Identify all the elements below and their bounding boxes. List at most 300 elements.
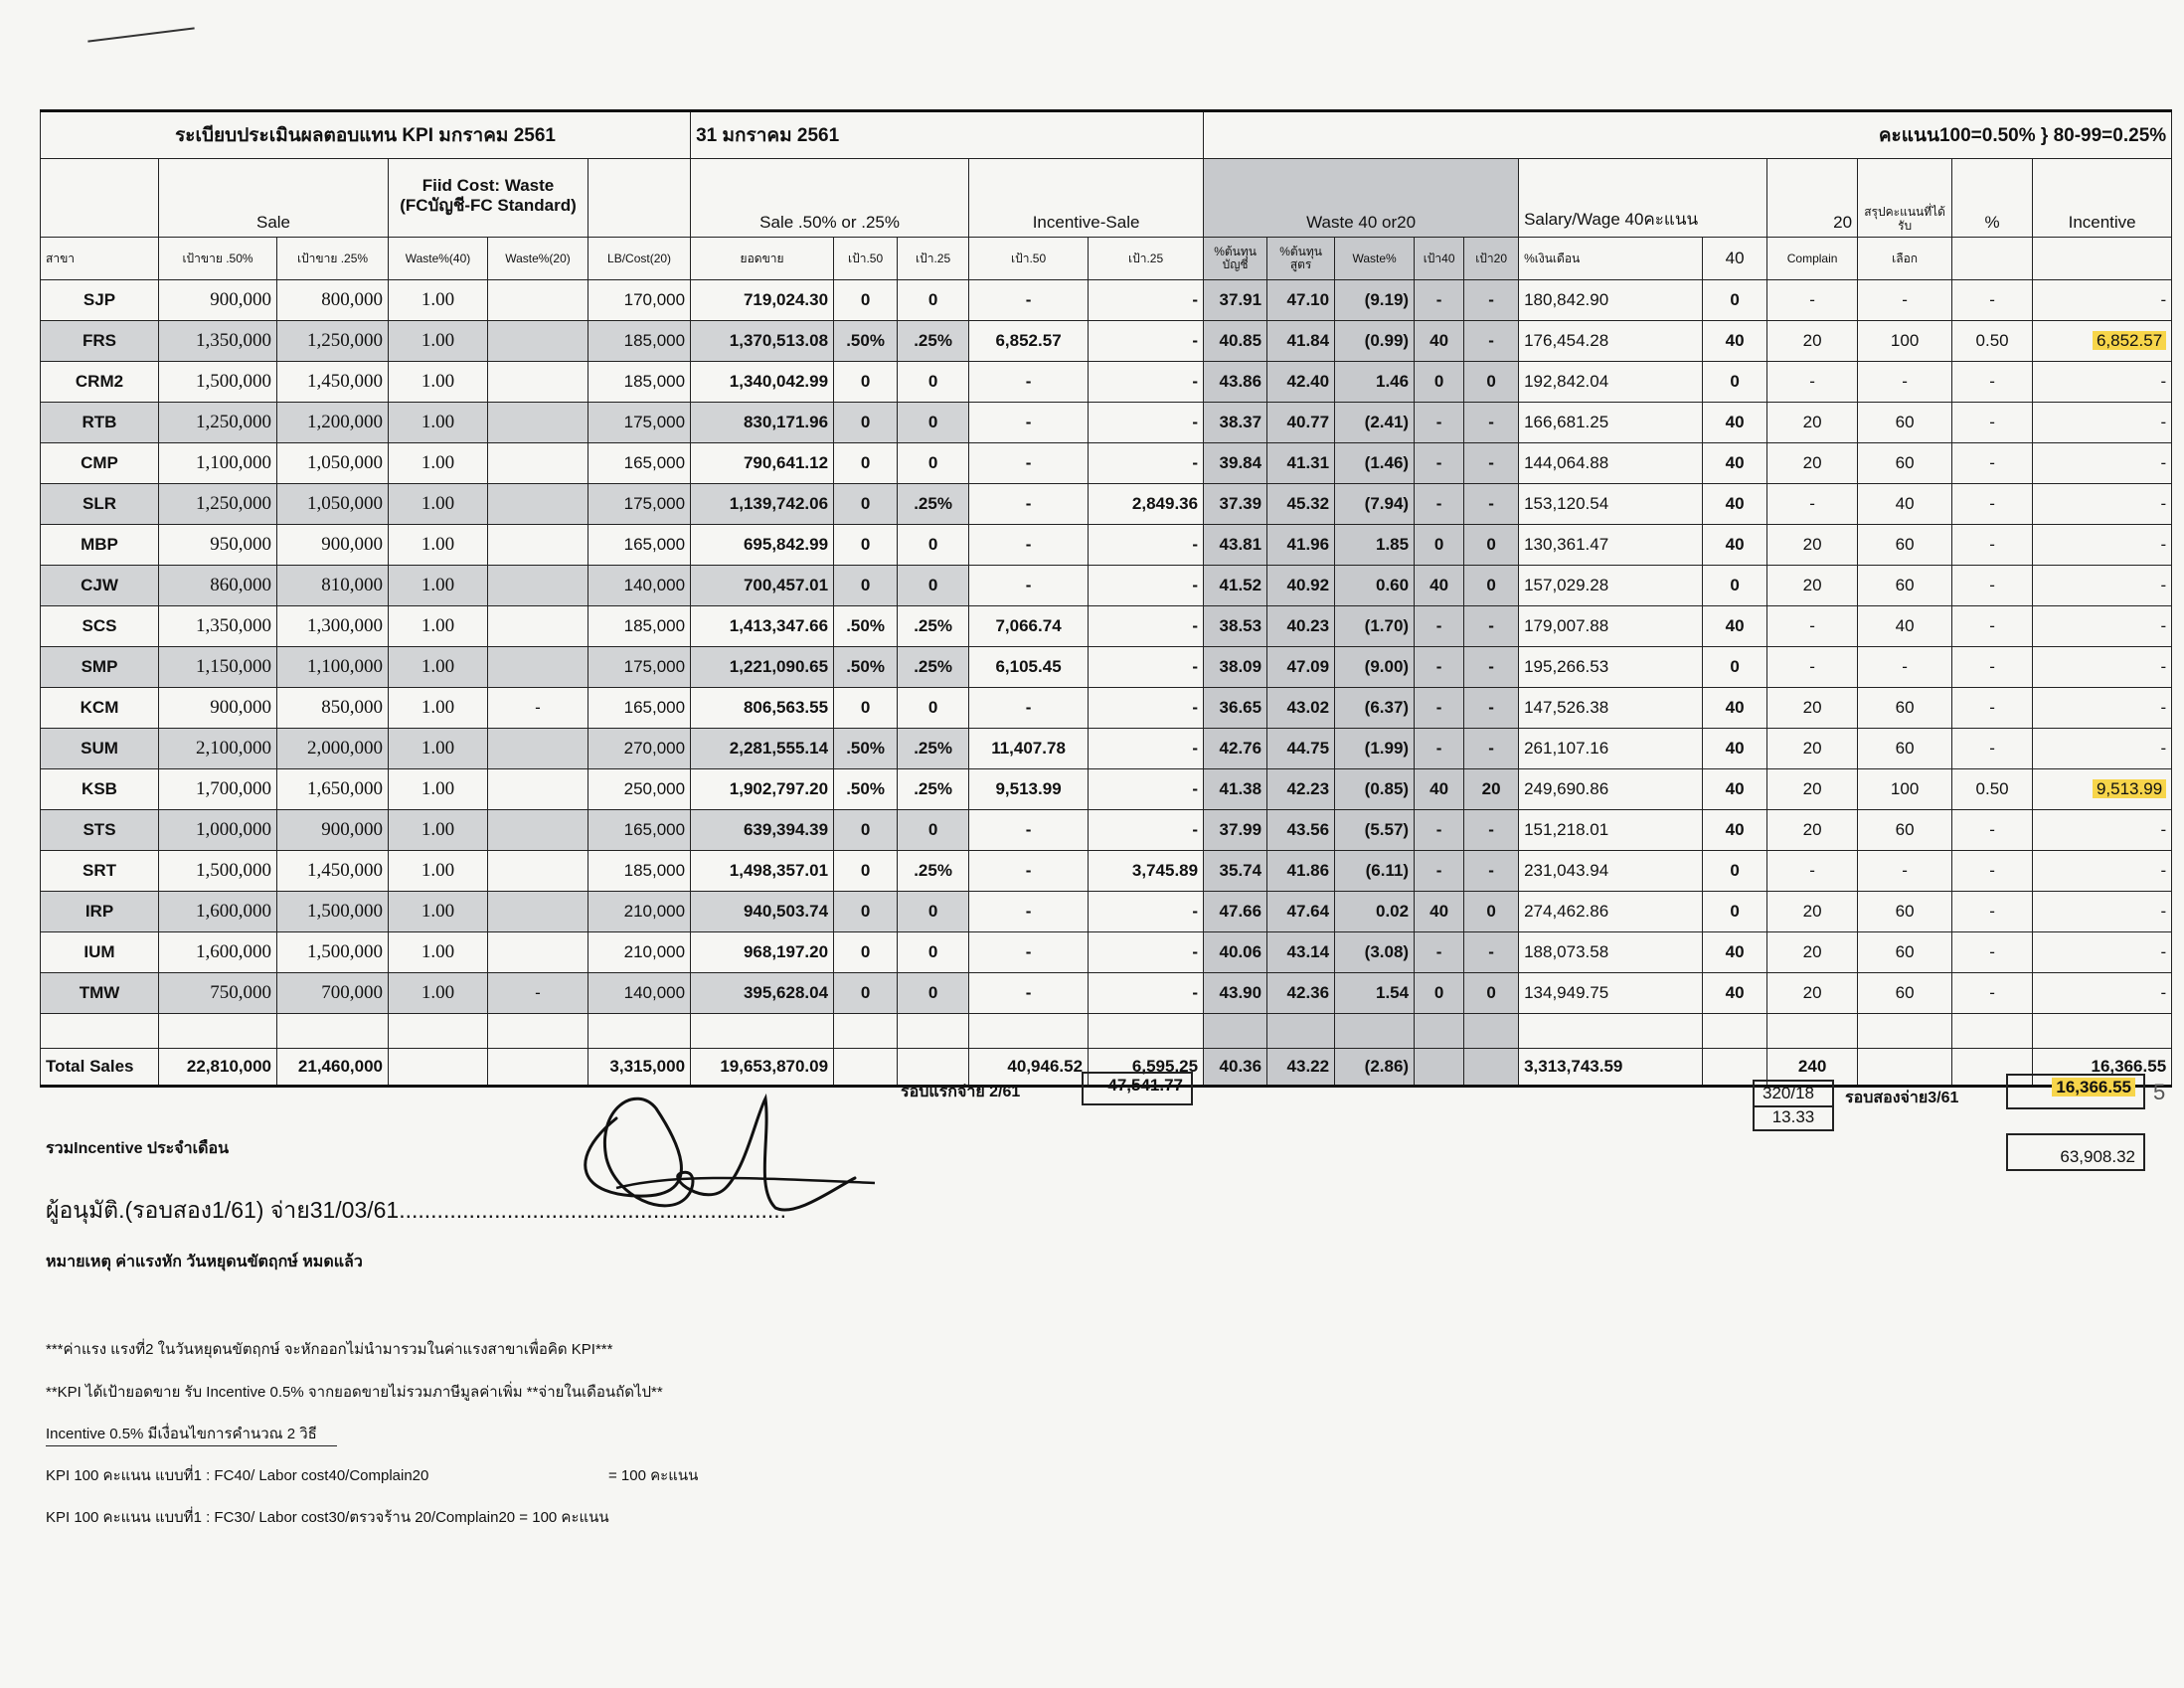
cell-inc: - bbox=[2033, 403, 2172, 443]
cell-pct: - bbox=[1952, 932, 2033, 973]
col-inc25: เป้า.25 bbox=[1089, 238, 1204, 280]
cell-w40: 1.00 bbox=[389, 606, 488, 647]
cell-cb: 43.86 bbox=[1204, 362, 1267, 403]
summary-score-header: สรุปคะแนนที่ได้รับ bbox=[1858, 159, 1952, 238]
cell-w20 bbox=[488, 810, 588, 851]
cell-i25: - bbox=[1089, 932, 1204, 973]
cell-lb: 165,000 bbox=[588, 810, 691, 851]
col-waste-pct: Waste% bbox=[1335, 238, 1415, 280]
cell-w20 bbox=[488, 892, 588, 932]
cell-c: 20 bbox=[1767, 769, 1858, 810]
score-rule: คะแนน100=0.50% } 80-99=0.25% bbox=[1204, 111, 2172, 159]
cell-p40: 40 bbox=[1415, 321, 1464, 362]
col-waste40: Waste%(40) bbox=[389, 238, 488, 280]
cell-sales: 1,340,042.99 bbox=[691, 362, 834, 403]
monthly-incentive-label: รวมIncentive ประจำเดือน bbox=[46, 1140, 230, 1157]
cell-w40: 1.00 bbox=[389, 443, 488, 484]
cell-s40: 0 bbox=[1703, 851, 1767, 892]
cell-pct: 0.50 bbox=[1952, 321, 2033, 362]
cell-cb: 40.06 bbox=[1204, 932, 1267, 973]
salary-group-header: Salary/Wage 40คะแนน bbox=[1519, 159, 1767, 238]
cell-t25: 1,450,000 bbox=[277, 851, 389, 892]
cell-sal: 144,064.88 bbox=[1519, 443, 1703, 484]
cell-c: - bbox=[1767, 647, 1858, 688]
cell-sales: 830,171.96 bbox=[691, 403, 834, 443]
cell-c: 20 bbox=[1767, 525, 1858, 566]
cell-w20: - bbox=[488, 688, 588, 729]
second-round-box bbox=[2006, 1074, 2145, 1109]
cell-wp: (6.37) bbox=[1335, 688, 1415, 729]
cell-inc: - bbox=[2033, 606, 2172, 647]
col-select: เลือก bbox=[1858, 238, 1952, 280]
cell-i25: - bbox=[1089, 688, 1204, 729]
cell-w20 bbox=[488, 851, 588, 892]
cell-t50: 1,000,000 bbox=[159, 810, 277, 851]
cell-sales: 2,281,555.14 bbox=[691, 729, 834, 769]
cell-i25: 2,849.36 bbox=[1089, 484, 1204, 525]
cell-cb: 38.37 bbox=[1204, 403, 1267, 443]
note-4-equals: = 100 คะแนน bbox=[608, 1467, 699, 1484]
cell-g50: .50% bbox=[834, 647, 898, 688]
cell-lb: 185,000 bbox=[588, 321, 691, 362]
cell-cf: 40.23 bbox=[1267, 606, 1335, 647]
cell-cb: 37.99 bbox=[1204, 810, 1267, 851]
cell-sum: 60 bbox=[1858, 566, 1952, 606]
cell-p40: 40 bbox=[1415, 892, 1464, 932]
cell-i50: - bbox=[969, 362, 1089, 403]
cell-g50: 0 bbox=[834, 810, 898, 851]
margin-mark: 5 bbox=[2153, 1080, 2166, 1104]
cell-g25: .25% bbox=[898, 606, 969, 647]
cell-w20: - bbox=[488, 973, 588, 1014]
cell-cb: 41.38 bbox=[1204, 769, 1267, 810]
cell-p40: - bbox=[1415, 810, 1464, 851]
cell-g50: 0 bbox=[834, 688, 898, 729]
note-2: **KPI ได้เป้ายอดขาย รับ Incentive 0.5% จากยอดขายไม่รวมภาษีมูลค่าเพิ่ม **จ่ายในเดือนถัดไป** bbox=[46, 1384, 663, 1401]
total-salary: 3,313,743.59 bbox=[1519, 1049, 1703, 1087]
cell-g25: 0 bbox=[898, 892, 969, 932]
cell-lb: 185,000 bbox=[588, 362, 691, 403]
cell-c: 20 bbox=[1767, 810, 1858, 851]
cell-t25: 850,000 bbox=[277, 688, 389, 729]
remark: หมายเหตุ ค่าแรงหัก วันหยุดนขัตฤกษ์ หมดแล้ว bbox=[46, 1254, 363, 1270]
cell-g25: .25% bbox=[898, 321, 969, 362]
cell-i50: 11,407.78 bbox=[969, 729, 1089, 769]
cell-s40: 40 bbox=[1703, 688, 1767, 729]
cell-branch: SCS bbox=[41, 606, 159, 647]
cell-i50: - bbox=[969, 688, 1089, 729]
cell-sum: 100 bbox=[1858, 769, 1952, 810]
cell-cb: 40.85 bbox=[1204, 321, 1267, 362]
col-target50: เป้าขาย .50% bbox=[159, 238, 277, 280]
cell-t25: 1,500,000 bbox=[277, 932, 389, 973]
cell-pct: - bbox=[1952, 647, 2033, 688]
col-cost-book: %ต้นทุนบัญชี bbox=[1204, 238, 1267, 280]
total-cost-book: 40.36 bbox=[1204, 1049, 1267, 1087]
cell-s40: 0 bbox=[1703, 892, 1767, 932]
cell-wp: 1.54 bbox=[1335, 973, 1415, 1014]
cell-sum: 60 bbox=[1858, 932, 1952, 973]
cell-inc bbox=[2033, 321, 2172, 362]
first-round-value: 47,541.77 bbox=[1082, 1072, 1193, 1105]
cell-sum: 40 bbox=[1858, 606, 1952, 647]
cell-lb: 170,000 bbox=[588, 280, 691, 321]
cell-g50: 0 bbox=[834, 443, 898, 484]
cell-p40: - bbox=[1415, 280, 1464, 321]
cell-g25: 0 bbox=[898, 973, 969, 1014]
cell-sum: 60 bbox=[1858, 688, 1952, 729]
cell-pct: 0.50 bbox=[1952, 769, 2033, 810]
cell-inc: - bbox=[2033, 810, 2172, 851]
cell-lb: 175,000 bbox=[588, 484, 691, 525]
cell-p40: 40 bbox=[1415, 566, 1464, 606]
cell-sales: 1,413,347.66 bbox=[691, 606, 834, 647]
cell-sal: 147,526.38 bbox=[1519, 688, 1703, 729]
cell-sum: 60 bbox=[1858, 810, 1952, 851]
cell-t25: 900,000 bbox=[277, 810, 389, 851]
cell-p20: - bbox=[1464, 606, 1519, 647]
col-cost-formula: %ต้นทุนสูตร bbox=[1267, 238, 1335, 280]
cell-g25: 0 bbox=[898, 280, 969, 321]
highlighted-incentive: 9,513.99 bbox=[2093, 779, 2166, 798]
cell-t50: 1,250,000 bbox=[159, 484, 277, 525]
cell-i25: - bbox=[1089, 729, 1204, 769]
cell-sal: 231,043.94 bbox=[1519, 851, 1703, 892]
cell-w40: 1.00 bbox=[389, 892, 488, 932]
total-incentive: 16,366.55 bbox=[2033, 1049, 2172, 1087]
cell-branch: IRP bbox=[41, 892, 159, 932]
table-row bbox=[41, 729, 2172, 769]
cell-i25: - bbox=[1089, 769, 1204, 810]
cell-cf: 41.96 bbox=[1267, 525, 1335, 566]
cell-w20 bbox=[488, 321, 588, 362]
cell-t25: 700,000 bbox=[277, 973, 389, 1014]
cell-p20: - bbox=[1464, 484, 1519, 525]
cell-t50: 1,150,000 bbox=[159, 647, 277, 688]
cell-wp: (3.08) bbox=[1335, 932, 1415, 973]
cell-w40: 1.00 bbox=[389, 362, 488, 403]
cell-w20 bbox=[488, 729, 588, 769]
cell-t50: 1,600,000 bbox=[159, 932, 277, 973]
cell-pct: - bbox=[1952, 810, 2033, 851]
food-cost-label-1: Fiid Cost: Waste bbox=[421, 176, 555, 195]
cell-p20: - bbox=[1464, 443, 1519, 484]
cell-p40: - bbox=[1415, 932, 1464, 973]
food-cost-label-2: (FCบัญชี-FC Standard) bbox=[400, 196, 577, 215]
cell-w20 bbox=[488, 362, 588, 403]
cell-sales: 968,197.20 bbox=[691, 932, 834, 973]
cell-s40: 40 bbox=[1703, 443, 1767, 484]
cell-wp: 1.46 bbox=[1335, 362, 1415, 403]
cell-branch: CJW bbox=[41, 566, 159, 606]
cell-i25: - bbox=[1089, 280, 1204, 321]
cell-sal: 188,073.58 bbox=[1519, 932, 1703, 973]
cell-i25: - bbox=[1089, 403, 1204, 443]
cell-s40: 0 bbox=[1703, 362, 1767, 403]
cell-g25: .25% bbox=[898, 729, 969, 769]
cell-branch: RTB bbox=[41, 403, 159, 443]
cell-wp: (1.99) bbox=[1335, 729, 1415, 769]
cell-t50: 1,350,000 bbox=[159, 321, 277, 362]
cell-sum: 60 bbox=[1858, 403, 1952, 443]
cell-i25: - bbox=[1089, 810, 1204, 851]
cell-lb: 165,000 bbox=[588, 688, 691, 729]
cell-inc: - bbox=[2033, 729, 2172, 769]
cell-g50: 0 bbox=[834, 403, 898, 443]
cell-sal: 134,949.75 bbox=[1519, 973, 1703, 1014]
cell-lb: 175,000 bbox=[588, 647, 691, 688]
cell-sales: 639,394.39 bbox=[691, 810, 834, 851]
cell-i50: - bbox=[969, 443, 1089, 484]
cell-wp: (1.46) bbox=[1335, 443, 1415, 484]
table-row bbox=[41, 892, 2172, 932]
total-cost-formula: 43.22 bbox=[1267, 1049, 1335, 1087]
cell-sal: 153,120.54 bbox=[1519, 484, 1703, 525]
cell-w20 bbox=[488, 484, 588, 525]
cell-branch: KSB bbox=[41, 769, 159, 810]
cell-g50: 0 bbox=[834, 892, 898, 932]
cell-cb: 36.65 bbox=[1204, 688, 1267, 729]
cell-c: 20 bbox=[1767, 973, 1858, 1014]
note-1: ***ค่าแรง แรงที่2 ในวันหยุดนขัตฤกษ์ จะหักออกไม่นำมารวมในค่าแรงสาขาเพื่อคิด KPI*** bbox=[46, 1341, 613, 1358]
cell-lb: 140,000 bbox=[588, 973, 691, 1014]
cell-g25: 0 bbox=[898, 403, 969, 443]
cell-sal: 192,842.04 bbox=[1519, 362, 1703, 403]
cell-i25: - bbox=[1089, 647, 1204, 688]
cell-s40: 40 bbox=[1703, 606, 1767, 647]
table-row bbox=[41, 443, 2172, 484]
cell-lb: 250,000 bbox=[588, 769, 691, 810]
cell-p20: - bbox=[1464, 647, 1519, 688]
cell-wp: 0.02 bbox=[1335, 892, 1415, 932]
cell-wp: (0.99) bbox=[1335, 321, 1415, 362]
note-5: KPI 100 คะแนน แบบที่1 : FC30/ Labor cost30/ตรวจร้าน 20/Complain20 = 100 คะแนน bbox=[46, 1509, 609, 1526]
cell-pct: - bbox=[1952, 484, 2033, 525]
cell-s40: 40 bbox=[1703, 321, 1767, 362]
col-goal40: เป้า40 bbox=[1415, 238, 1464, 280]
cell-cf: 43.14 bbox=[1267, 932, 1335, 973]
cell-wp: (5.57) bbox=[1335, 810, 1415, 851]
cell-g50: 0 bbox=[834, 932, 898, 973]
cell-inc: - bbox=[2033, 566, 2172, 606]
cell-t50: 900,000 bbox=[159, 280, 277, 321]
cell-cf: 44.75 bbox=[1267, 729, 1335, 769]
cell-i50: 6,105.45 bbox=[969, 647, 1089, 688]
cell-sum: 100 bbox=[1858, 321, 1952, 362]
cell-cf: 41.31 bbox=[1267, 443, 1335, 484]
complain-score-header: 20 bbox=[1767, 159, 1858, 238]
report-date: 31 มกราคม 2561 bbox=[691, 111, 1204, 159]
cell-cb: 38.53 bbox=[1204, 606, 1267, 647]
cell-t50: 1,350,000 bbox=[159, 606, 277, 647]
cell-w40: 1.00 bbox=[389, 769, 488, 810]
cell-g50: .50% bbox=[834, 769, 898, 810]
cell-sum: 60 bbox=[1858, 892, 1952, 932]
cell-i50: - bbox=[969, 566, 1089, 606]
cell-p40: - bbox=[1415, 688, 1464, 729]
cell-g25: 0 bbox=[898, 688, 969, 729]
cell-w40: 1.00 bbox=[389, 647, 488, 688]
cell-wp: (0.85) bbox=[1335, 769, 1415, 810]
cell-branch: SUM bbox=[41, 729, 159, 769]
cell-c: 20 bbox=[1767, 892, 1858, 932]
cell-w40: 1.00 bbox=[389, 280, 488, 321]
cell-pct: - bbox=[1952, 606, 2033, 647]
cell-pct: - bbox=[1952, 525, 2033, 566]
cell-inc bbox=[2033, 769, 2172, 810]
cell-wp: (7.94) bbox=[1335, 484, 1415, 525]
cell-sales: 395,628.04 bbox=[691, 973, 834, 1014]
cell-t25: 1,300,000 bbox=[277, 606, 389, 647]
cell-i50: - bbox=[969, 403, 1089, 443]
cell-sum: - bbox=[1858, 647, 1952, 688]
cell-w20 bbox=[488, 525, 588, 566]
cell-g25: 0 bbox=[898, 362, 969, 403]
cell-w40: 1.00 bbox=[389, 688, 488, 729]
cell-w40: 1.00 bbox=[389, 729, 488, 769]
cell-pct: - bbox=[1952, 688, 2033, 729]
cell-t50: 2,100,000 bbox=[159, 729, 277, 769]
second-round-label: รอบสองจ่าย3/61 bbox=[1845, 1090, 1959, 1106]
cell-t50: 860,000 bbox=[159, 566, 277, 606]
cell-sales: 806,563.55 bbox=[691, 688, 834, 729]
cell-c: 20 bbox=[1767, 566, 1858, 606]
cell-i50: - bbox=[969, 280, 1089, 321]
cell-g50: 0 bbox=[834, 851, 898, 892]
cell-c: - bbox=[1767, 484, 1858, 525]
cell-p40: - bbox=[1415, 403, 1464, 443]
cell-s40: 40 bbox=[1703, 525, 1767, 566]
cell-w20 bbox=[488, 647, 588, 688]
lbcost-group-header bbox=[588, 159, 691, 238]
cell-p40: - bbox=[1415, 851, 1464, 892]
cell-pct: - bbox=[1952, 443, 2033, 484]
cell-cf: 43.02 bbox=[1267, 688, 1335, 729]
table-row bbox=[41, 647, 2172, 688]
cell-g50: 0 bbox=[834, 525, 898, 566]
cell-g50: 0 bbox=[834, 484, 898, 525]
cell-c: 20 bbox=[1767, 932, 1858, 973]
col-salary-pct: %เงินเดือน bbox=[1519, 238, 1703, 280]
cell-p40: 40 bbox=[1415, 769, 1464, 810]
cell-t25: 800,000 bbox=[277, 280, 389, 321]
cell-sum: 60 bbox=[1858, 525, 1952, 566]
cell-p20: - bbox=[1464, 851, 1519, 892]
cell-c: - bbox=[1767, 851, 1858, 892]
cell-cb: 42.76 bbox=[1204, 729, 1267, 769]
cell-i50: 6,852.57 bbox=[969, 321, 1089, 362]
cell-g25: 0 bbox=[898, 443, 969, 484]
cell-inc: - bbox=[2033, 280, 2172, 321]
cell-pct: - bbox=[1952, 362, 2033, 403]
cell-sum: 60 bbox=[1858, 729, 1952, 769]
cell-cf: 43.56 bbox=[1267, 810, 1335, 851]
cell-w20 bbox=[488, 443, 588, 484]
cell-cf: 40.77 bbox=[1267, 403, 1335, 443]
cell-g25: 0 bbox=[898, 525, 969, 566]
col-lbcost: LB/Cost(20) bbox=[588, 238, 691, 280]
cell-p20: 0 bbox=[1464, 973, 1519, 1014]
cell-wp: (9.00) bbox=[1335, 647, 1415, 688]
cell-i25: 3,745.89 bbox=[1089, 851, 1204, 892]
cell-p20: - bbox=[1464, 810, 1519, 851]
cell-cb: 43.81 bbox=[1204, 525, 1267, 566]
cell-w40: 1.00 bbox=[389, 525, 488, 566]
cell-p20: - bbox=[1464, 688, 1519, 729]
cell-pct: - bbox=[1952, 851, 2033, 892]
cell-t50: 1,500,000 bbox=[159, 851, 277, 892]
cell-w40: 1.00 bbox=[389, 810, 488, 851]
cell-c: 20 bbox=[1767, 688, 1858, 729]
cell-c: - bbox=[1767, 280, 1858, 321]
cell-g25: .25% bbox=[898, 484, 969, 525]
cell-p40: - bbox=[1415, 484, 1464, 525]
cell-w40: 1.00 bbox=[389, 321, 488, 362]
cell-p20: 20 bbox=[1464, 769, 1519, 810]
cell-sales: 700,457.01 bbox=[691, 566, 834, 606]
cell-sal: 130,361.47 bbox=[1519, 525, 1703, 566]
table-row bbox=[41, 810, 2172, 851]
cell-inc: - bbox=[2033, 484, 2172, 525]
cell-sales: 1,221,090.65 bbox=[691, 647, 834, 688]
cell-cf: 41.84 bbox=[1267, 321, 1335, 362]
cell-p20: - bbox=[1464, 321, 1519, 362]
cell-g50: .50% bbox=[834, 729, 898, 769]
cell-g50: 0 bbox=[834, 362, 898, 403]
cell-pct: - bbox=[1952, 892, 2033, 932]
first-round-label: รอบแรกจ่าย 2/61 bbox=[901, 1084, 1021, 1100]
cell-p40: 0 bbox=[1415, 973, 1464, 1014]
col-target25: เป้าขาย .25% bbox=[277, 238, 389, 280]
cell-lb: 185,000 bbox=[588, 851, 691, 892]
cell-i25: - bbox=[1089, 362, 1204, 403]
cell-g50: .50% bbox=[834, 606, 898, 647]
cell-i50: 7,066.74 bbox=[969, 606, 1089, 647]
cell-pct: - bbox=[1952, 729, 2033, 769]
cell-t50: 950,000 bbox=[159, 525, 277, 566]
cell-t25: 810,000 bbox=[277, 566, 389, 606]
cell-wp: (9.19) bbox=[1335, 280, 1415, 321]
cell-sum: 40 bbox=[1858, 484, 1952, 525]
cell-lb: 165,000 bbox=[588, 525, 691, 566]
branch-group-header bbox=[41, 159, 159, 238]
cell-c: 20 bbox=[1767, 321, 1858, 362]
cell-g25: 0 bbox=[898, 932, 969, 973]
cell-i50: - bbox=[969, 932, 1089, 973]
col-salary-score: 40 bbox=[1703, 238, 1767, 280]
cell-sales: 790,641.12 bbox=[691, 443, 834, 484]
cell-inc: - bbox=[2033, 973, 2172, 1014]
cell-sales: 1,902,797.20 bbox=[691, 769, 834, 810]
cell-i25: - bbox=[1089, 321, 1204, 362]
cell-i25: - bbox=[1089, 892, 1204, 932]
cell-s40: 40 bbox=[1703, 729, 1767, 769]
col-branch: สาขา bbox=[41, 238, 159, 280]
cell-pct: - bbox=[1952, 280, 2033, 321]
cell-lb: 165,000 bbox=[588, 443, 691, 484]
cell-p40: - bbox=[1415, 729, 1464, 769]
ratio-box: 320/18 bbox=[1753, 1080, 1834, 1107]
food-cost-group-header bbox=[389, 159, 588, 238]
cell-cf: 41.86 bbox=[1267, 851, 1335, 892]
cell-g25: 0 bbox=[898, 810, 969, 851]
cell-t50: 750,000 bbox=[159, 973, 277, 1014]
cell-inc: - bbox=[2033, 932, 2172, 973]
cell-p20: - bbox=[1464, 403, 1519, 443]
cell-branch: SLR bbox=[41, 484, 159, 525]
table-row bbox=[41, 769, 2172, 810]
cell-branch: SJP bbox=[41, 280, 159, 321]
